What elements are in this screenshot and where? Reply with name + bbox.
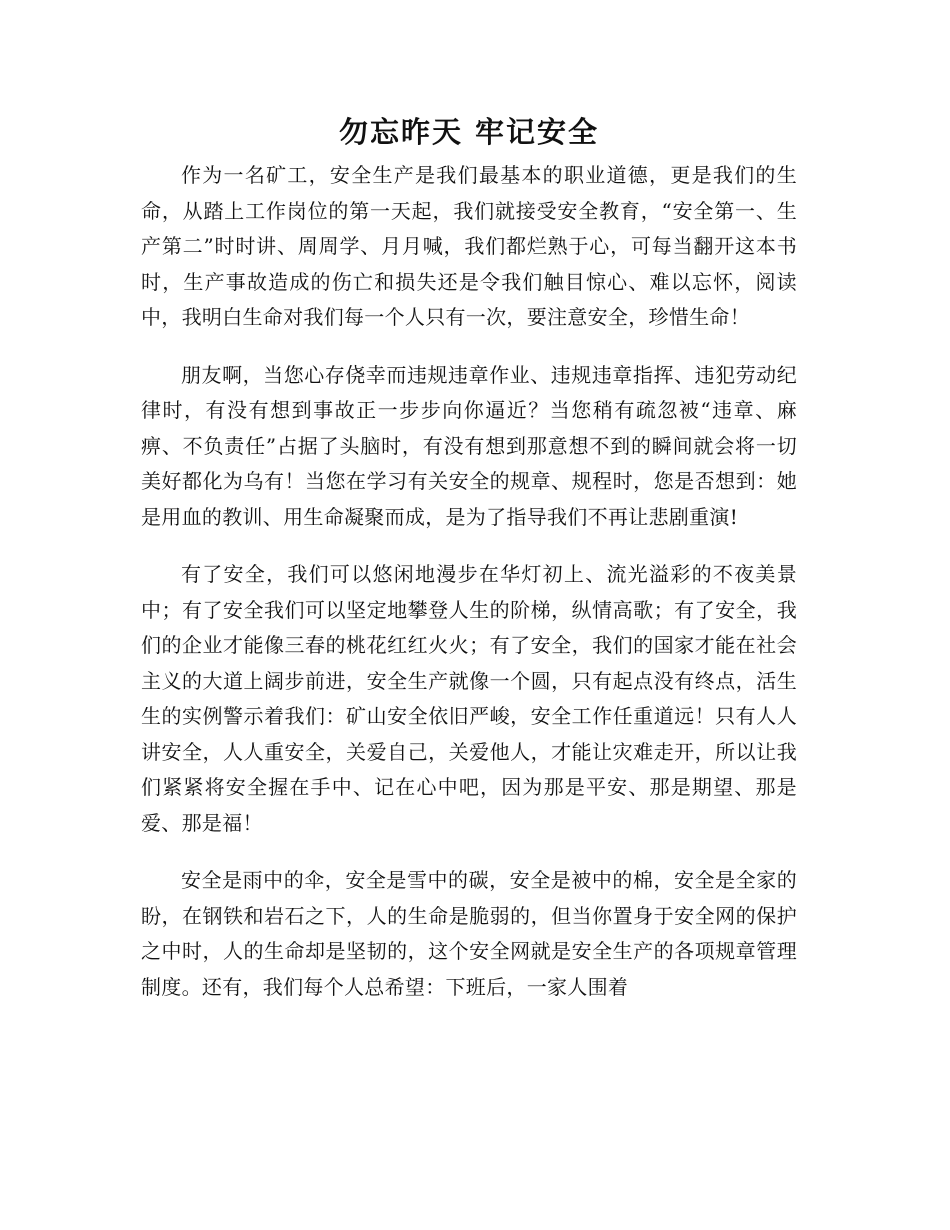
paragraph-3: 有了安全，我们可以悠闲地漫步在华灯初上、流光溢彩的不夜美景中；有了安全我们可以坚定地攀登人生的阶梯，纵情高歌；有了安全，我们的企业才能像三春的桃花红红火火；有了安全，我们的国家才能在社会主义的大道上阔步前进，安全生产就像一个圆，只有起点没有终点，活生生的实例警示着我们：矿山安全依旧严峻，安全工作任重道远！只有人人讲安全，人人重安全，关爱自己，关爱他人，才能让灾难走开，所以让我们紧紧将安全握在手中、记在心中吧，因为那是平安、那是期望、那是爱、那是福！ <box>141 562 797 835</box>
paragraph-2: 朋友啊，当您心存侥幸而违规违章作业、违规违章指挥、违犯劳动纪律时，有没有想到事故正一步步向你逼近？当您稍有疏忽被“违章、麻痹、不负责任”占据了头脑时，有没有想到那意想不到的瞬间就会将一切美好都化为乌有！当您在学习有关安全的规章、规程时，您是否想到：她是用血的教训、用生命凝聚而成，是为了指导我们不再让悲剧重演! <box>141 362 797 529</box>
document-title: 勿忘昨天 牢记安全 <box>338 115 600 149</box>
paragraph-1: 作为一名矿工，安全生产是我们最基本的职业道德，更是我们的生命，从踏上工作岗位的第一天起，我们就接受安全教育，“安全第一、生产第二”时时讲、周周学、月月喊，我们都烂熟于心，可每当翻开这本书时，生产事故造成的伤亡和损失还是令我们触目惊心、难以忘怀，阅读中，我明白生命对我们每一个人只有一次，要注意安全，珍惜生命！ <box>141 163 797 329</box>
paragraph-4: 安全是雨中的伞，安全是雪中的碳，安全是被中的棉，安全是全家的盼，在钢铁和岩石之下，人的生命是脆弱的，但当你置身于安全网的保护之中时，人的生命却是坚韧的，这个安全网就是安全生产的各项规章管理制度。还有，我们每个人总希望：下班后，一家人围着 <box>141 868 797 999</box>
document-page <box>141 110 797 1027</box>
